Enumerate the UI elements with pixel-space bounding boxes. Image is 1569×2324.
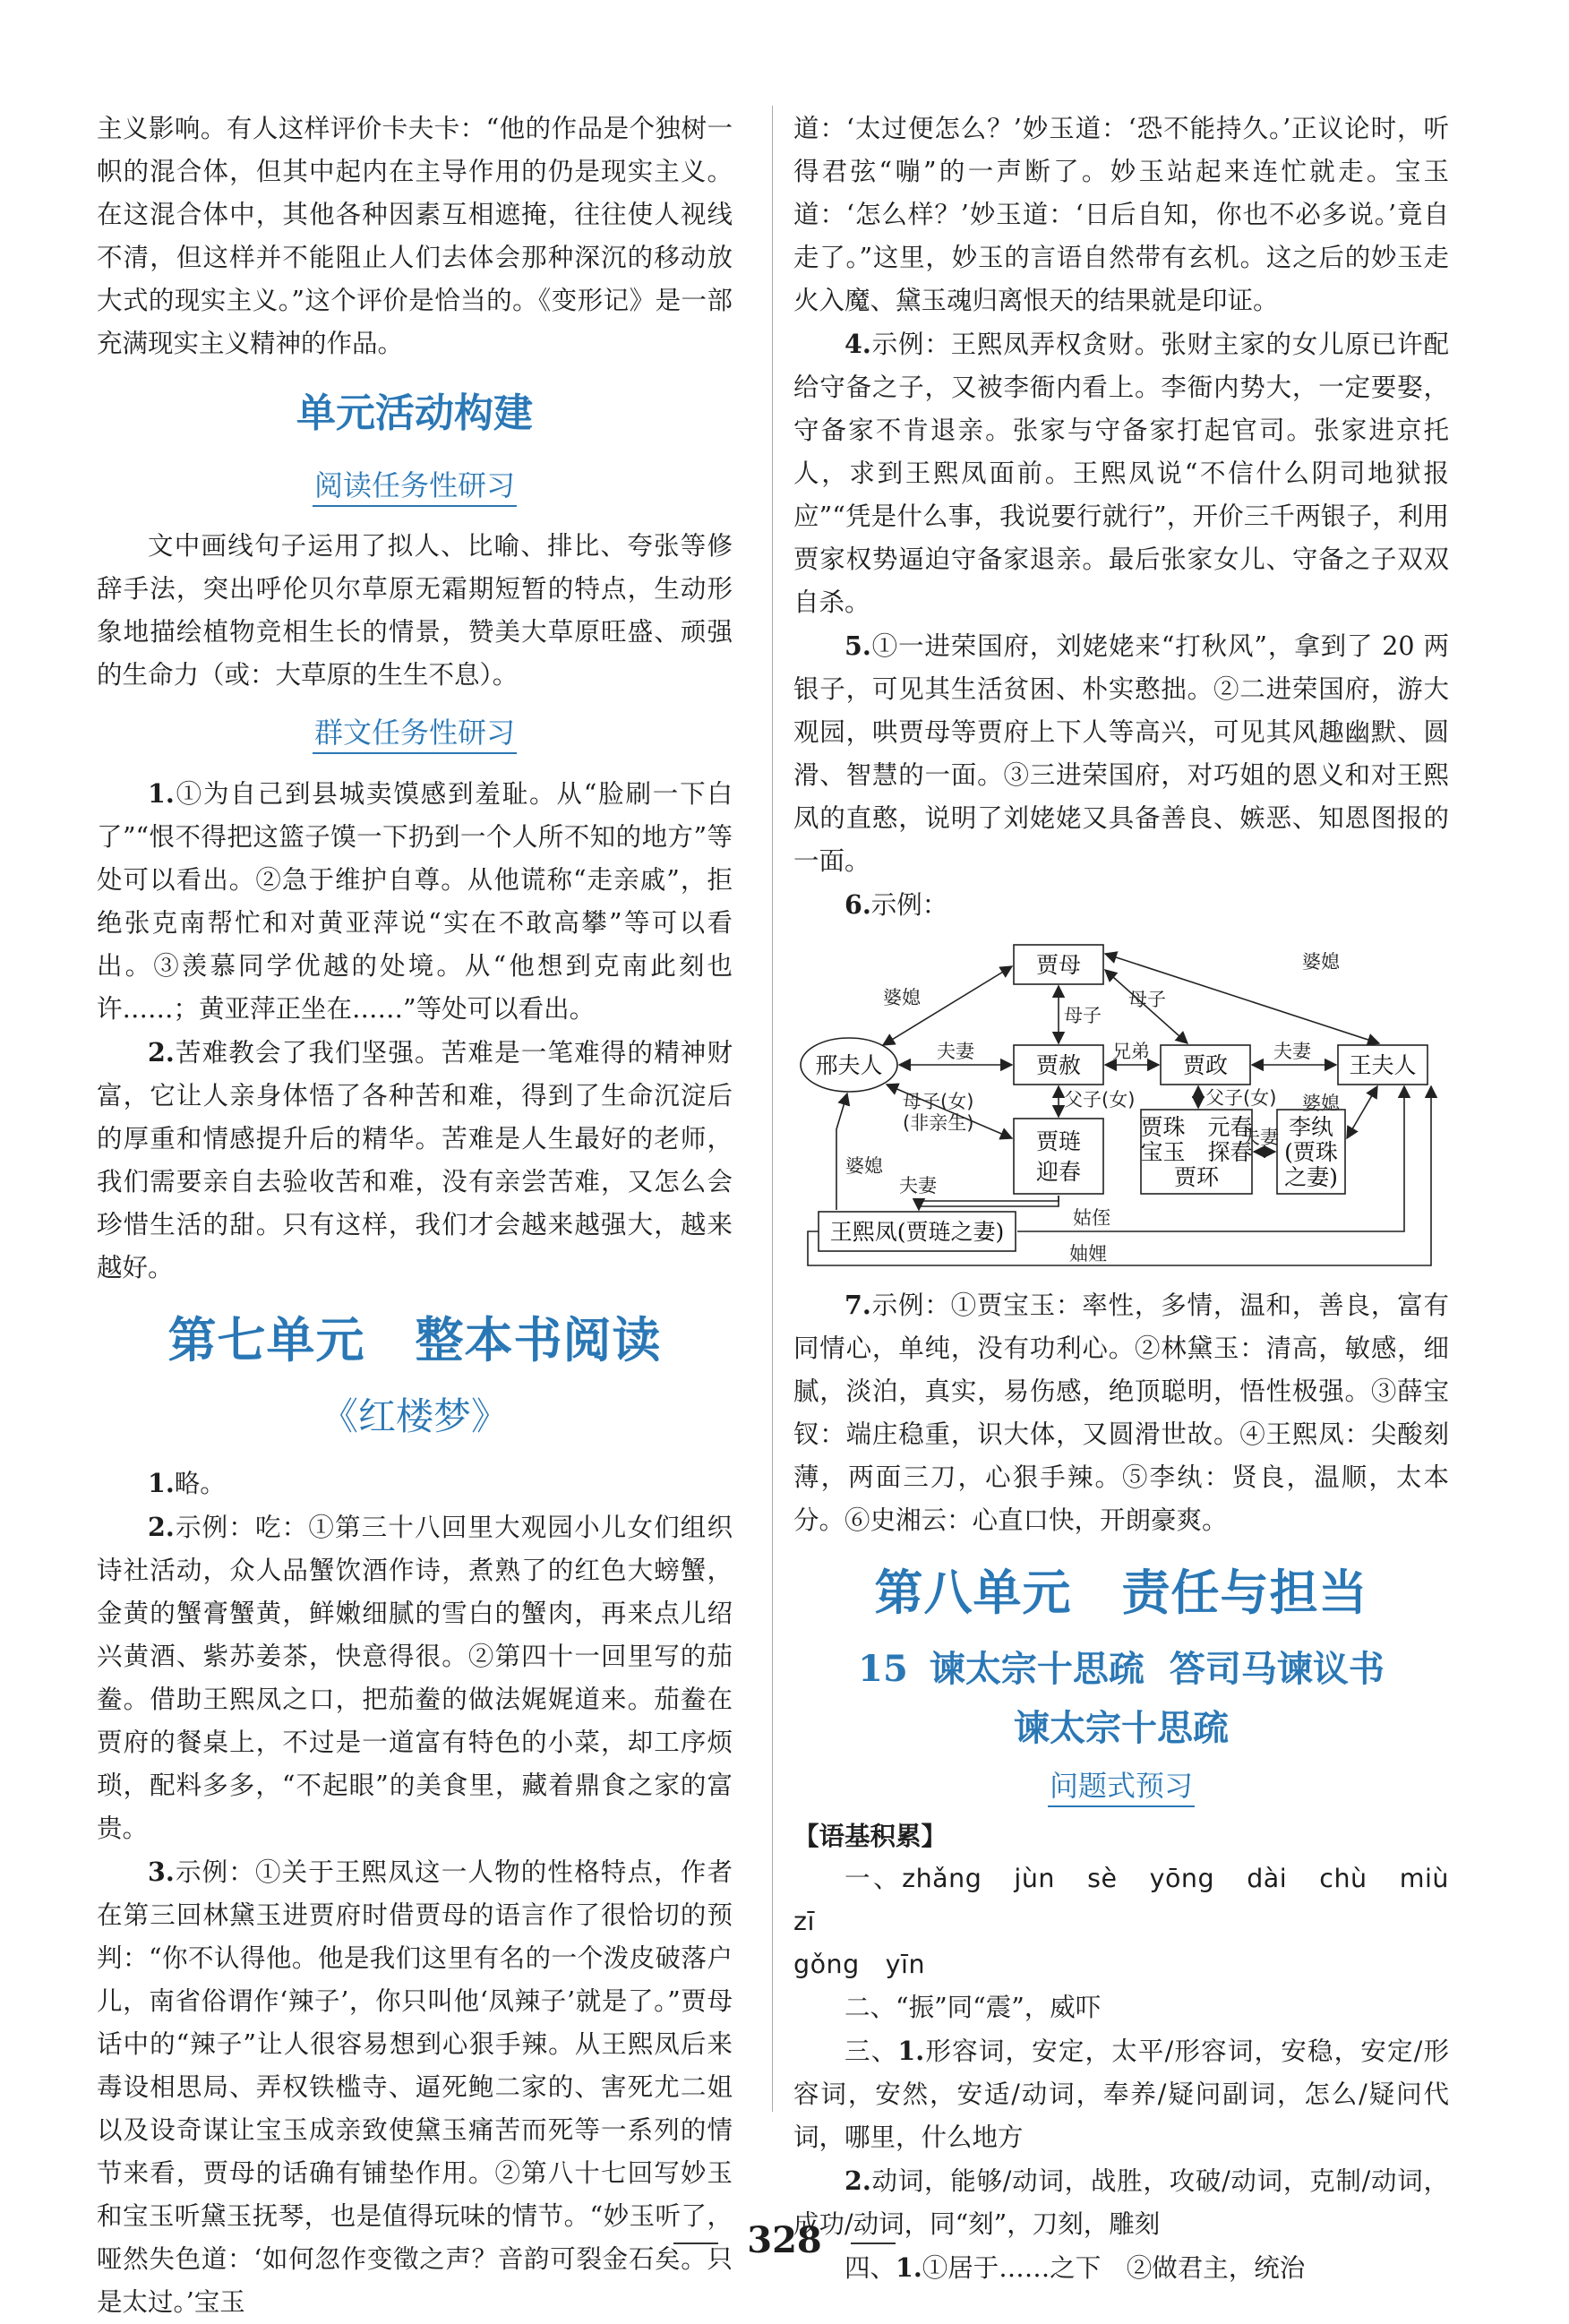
right-column	[793, 107, 1475, 2290]
diagram-svg	[793, 932, 1449, 1274]
sub-lesson-heading: 谏太宗十思疏	[1014, 1707, 1229, 1749]
node-zhu-line2: 宝玉 探春	[1140, 1139, 1253, 1165]
node-zhu-line3: 贾环	[1173, 1164, 1220, 1190]
node-yingchun: 迎春	[1035, 1159, 1082, 1185]
unit8-heading: 第八单元 责任与担当	[874, 1564, 1368, 1621]
node-jiazheng: 贾政	[1182, 1052, 1229, 1078]
label-muzi-1: 母子	[1064, 1005, 1102, 1026]
label-zhouli: 妯娌	[1069, 1243, 1107, 1265]
intro-paragraph: 主义影响。有人这样评价卡夫卡：“他的作品是个独树一帜的混合体，但其中起内在主导作用的仍是现实主义。在这混合体中，其他各种因素互相遮掩，往往使人视线不清，但这样并不能阻止人们去体会那种深沉的移动放大式的现实主义。”这个评价是恰当的。《变形记》是一部充满现实主义精神的作品。	[97, 114, 733, 358]
basics-item-3-2: 2.动词，能够/动词，战胜，攻破/动词，克制/动词，成功/动词，同“刻”，刀刻，雕刻	[793, 2165, 1449, 2239]
label-pox-3: 婆媳	[1302, 1093, 1340, 1114]
hlm-answer-5: 5.①一进荣国府，刘姥姥来“打秋风”，拿到了 20 两银子，可见其生活贫困、朴实憨拙。②二进荣国府，游大观园，哄贾母等贾府上下人等高兴，可见其风趣幽默、圆滑、智慧的一面。③三进荣国府，对巧姐的恩义和对王熙凤的直憨，说明了刘姥姥又具备善良、嫉恶、知恩图报的一面。	[793, 630, 1449, 876]
column-divider	[772, 106, 773, 2112]
label-pox-1: 婆媳	[883, 987, 921, 1008]
page-number: 328	[747, 2219, 822, 2261]
footer-dash-right	[851, 2243, 896, 2244]
node-zhu-line1: 贾珠 元春	[1140, 1114, 1253, 1140]
label-fuzi-2: 父子(女)	[1205, 1087, 1277, 1109]
group-answer-2: 2.苦难教会了我们坚强。苦难是一笔难得的精神财富，它让人亲身体悟了各种苦和难，得到了生命沉淀后的厚重和情感提升后的精华。苦难是人生最好的老师，我们需要亲自去验收苦和难，没有亲尝苦难，又怎么会珍惜生活的甜。只有这样，我们才会越来越强大，越来越好。	[97, 1037, 733, 1282]
footer-dash-left	[673, 2243, 718, 2244]
node-jiamu: 贾母	[1035, 952, 1082, 978]
label-muzi-nv: 母子(女)	[903, 1091, 974, 1112]
hlm-answer-3-continued: 道：‘太过便怎么？’妙玉道：‘恐不能持久。’正议论时，听得君弦“嘣”的一声断了。妙玉站起来连忙就走。宝玉道：‘怎么样？’妙玉道：‘日后自知，你也不必多说。’竟自走了。”这里，妙玉的言语自然带有玄机。这之后的妙玉走火入魔、黛玉魂归离恨天的结果就是印证。	[793, 114, 1449, 315]
activity-heading: 单元活动构建	[296, 390, 533, 436]
hlm-answer-2: 2.示例：吃：①第三十八回里大观园小儿女们组织诗社活动，众人品蟹饮酒作诗，煮熟了的红色大螃蟹，金黄的蟹膏蟹黄，鲜嫩细腻的雪白的蟹肉，再来点儿绍兴黄酒、紫苏姜茶，快意得很。②第四十一回里写的茄鲞。借助王熙凤之口，把茄鲞的做法娓娓道来。茄鲞在贾府的餐桌上，不过是一道富有特色的小菜，却工序烦琐，配料多多，“不起眼”的美食里，藏着鼎食之家的富贵。	[97, 1512, 733, 1843]
label-fuqi-4: 夫妻	[1241, 1127, 1279, 1148]
unit7-heading: 第七单元 整本书阅读	[167, 1311, 662, 1368]
label-fuqi-2: 夫妻	[1273, 1041, 1311, 1062]
reading-task-answer: 文中画线句子运用了拟人、比喻、排比、夸张等修辞手法，突出呼伦贝尔草原无霜期短暂的特点，生动形象地描绘植物竞相生长的情景，赞美大草原旺盛、顽强的生命力（或：大草原的生生不息）。	[97, 531, 733, 690]
basics-item-1-cont: gǒng yīn	[793, 1950, 926, 1979]
basics-label: 【语基积累】	[793, 1821, 947, 1851]
node-lian: 贾琏	[1035, 1128, 1082, 1154]
node-jiashe: 贾赦	[1035, 1052, 1082, 1078]
label-fuqi-3: 夫妻	[899, 1175, 937, 1196]
group-task-heading: 群文任务性研习	[97, 713, 733, 752]
node-li-line3: 之妻)	[1284, 1164, 1338, 1190]
book-title: 《红楼梦》	[320, 1394, 509, 1438]
label-muzi-2: 母子	[1128, 989, 1166, 1010]
node-wang: 王夫人	[1349, 1052, 1417, 1078]
node-xing: 邢夫人	[815, 1052, 883, 1078]
page-footer	[0, 2219, 1569, 2261]
label-feiqin: (非亲生)	[903, 1112, 974, 1134]
hlm-answer-6: 6.示例：	[845, 889, 948, 920]
label-pox-2: 婆媳	[1302, 951, 1340, 973]
basics-item-1: 一、zhǎng jùn sè yōng dài chù miù zī	[793, 1864, 1475, 1936]
label-pox-4: 婆媳	[845, 1155, 883, 1177]
label-guzhi: 姑侄	[1073, 1207, 1110, 1229]
node-li-line1: 李纨	[1288, 1114, 1334, 1140]
basics-item-2: 二、“振”同“震”，威吓	[845, 1993, 1102, 2022]
group-answer-1: 1.①为自己到县城卖馍感到羞耻。从“脸刷一下白了”“恨不得把这篮子馍一下扔到一个人所不知的地方”等处可以看出。②急于维护自尊。从他谎称“走亲戚”，拒绝张克南帮忙和对黄亚萍说“实在不敢高攀”等可以看出。③羡慕同学优越的处境。从“他想到克南此刻也许……；黄亚萍正坐在……”等处可以看出。	[97, 778, 733, 1024]
lesson-heading: 15 谏太宗十思疏 答司马谏议书	[858, 1648, 1385, 1690]
node-li-line2: (贾珠	[1284, 1139, 1338, 1165]
hlm-answer-3: 3.示例：①关于王熙凤这一人物的性格特点，作者在第三回林黛玉进贾府时借贾母的语言作了很恰切的预判：“你不认得他。他是我们这里有名的一个泼皮破落户儿，南省俗谓作‘辣子’，你只叫他‘凤辣子’就是了。”贾母话中的“辣子”让人很容易想到心狠手辣。从王熙凤后来毒设相思局、弄权铁槛寺、逼死鲍二家的、害死尤二姐以及设奇谋让宝玉成亲致使黛玉痛苦而死等一系列的情节来看，贾母的话确有铺垫作用。②第八十七回写妙玉和宝玉听黛玉抚琴，也是值得玩味的情节。“妙玉听了，哑然失色道：‘如何忽作变徵之声？音韵可裂金石矣。只是太过。’宝玉	[97, 1857, 733, 2317]
preview-heading: 问题式预习	[793, 1766, 1449, 1805]
family-relationship-diagram	[793, 932, 1449, 1274]
reading-task-heading: 阅读任务性研习	[97, 466, 733, 505]
label-fuqi-1: 夫妻	[937, 1041, 974, 1062]
label-fuzi-1: 父子(女)	[1064, 1089, 1136, 1111]
basics-item-4: 四、1.①居于……之下 ②做君主，统治	[845, 2252, 1306, 2283]
hlm-answer-1: 1.略。	[148, 1468, 226, 1498]
left-column	[97, 107, 733, 2324]
node-feng: 王熙凤(贾琏之妻)	[829, 1219, 1005, 1245]
basics-item-3-1: 三、1.形容词，安定，太平/形容词，安稳，安定/形容词，安然，安适/动词，奉养/疑问副词，怎么/疑问代词，哪里，什么地方	[793, 2036, 1449, 2152]
hlm-answer-7: 7.示例：①贾宝玉：率性，多情，温和，善良，富有同情心，单纯，没有功利心。②林黛玉：清高，敏感，细腻，淡泊，真实，易伤感，绝顶聪明，悟性极强。③薛宝钗：端庄稳重，识大体，又圆滑世故。④王熙凤：尖酸刻薄，两面三刀，心狠手辣。⑤李纨：贤良，温顺，太本分。⑥史湘云：心直口快，开朗豪爽。	[793, 1290, 1449, 1535]
label-xiongdi: 兄弟	[1112, 1041, 1150, 1062]
hlm-answer-4: 4.示例：王熙凤弄权贪财。张财主家的女儿原已许配给守备之子，又被李衙内看上。李衙内势大，一定要娶，守备家不肯退亲。张家与守备家打起官司。张家进京托人，求到王熙凤面前。王熙凤说“不信什么阴司地狱报应”“凭是什么事，我说要行就行”，开价三千两银子，利用贾家权势逼迫守备家退亲。最后张家女儿、守备之子双双自杀。	[793, 329, 1449, 617]
